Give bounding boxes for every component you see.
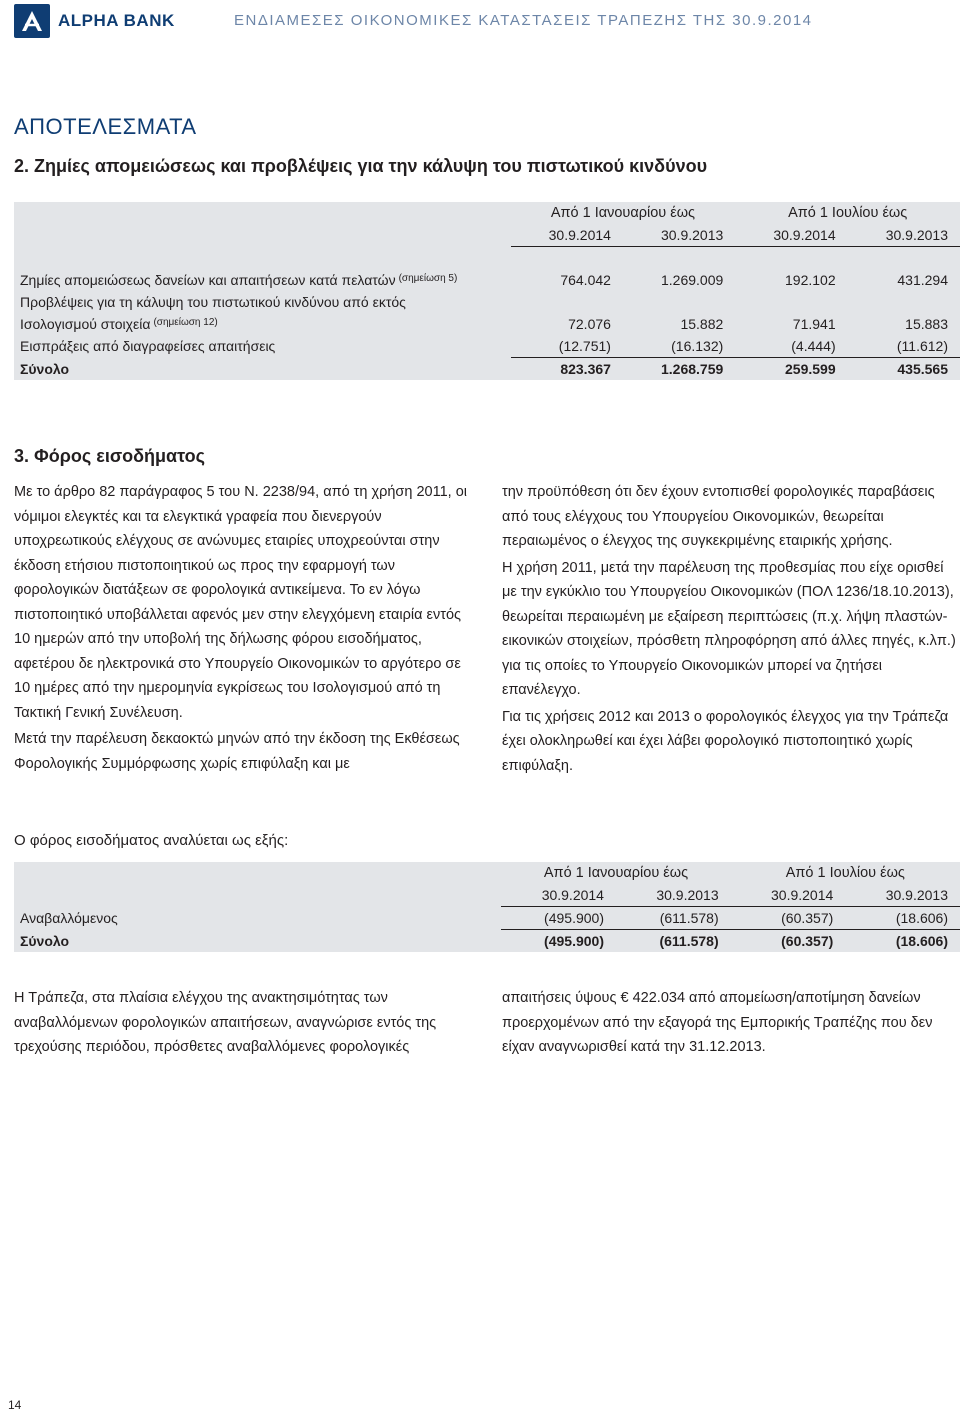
alpha-bank-logo-icon bbox=[14, 4, 50, 38]
analysis-intro: Ο φόρος εισοδήματος αναλύεται ως εξής: bbox=[14, 832, 289, 849]
impairment-table bbox=[14, 202, 960, 380]
note-reference: (σημείωση 5) bbox=[398, 273, 458, 284]
date-header: 30.9.2014 bbox=[501, 884, 616, 907]
date-header-row bbox=[14, 224, 960, 247]
paragraph: Η Τράπεζα, στα πλαίσια ελέγχου της ανακτησιμότητας των αναβαλλόμενων φορολογικών απαιτήσεων, αναγνώρισε εντός της τρεχούσης περιόδου, πρόσθετες αναβαλλόμενες φορολογικές απαιτήσεις ύψους € 422.034 από απομείωση/αποτίμηση δανείων προερχομένων από την εξαγορά της Εμπορικής Τραπέζης που δεν είχαν αναγνωρισθεί κατά την 31.12.2013. bbox=[14, 990, 933, 1055]
total-cell: 435.565 bbox=[897, 361, 948, 377]
table-cell: 15.883 bbox=[905, 316, 948, 332]
text-column-left bbox=[14, 480, 472, 780]
date-header: 30.9.2014 bbox=[735, 224, 847, 247]
paragraph: Μετά την παρέλευση δεκαοκτώ μηνών από την έκδοση της Εκθέσεως Φορολογικής Συμμόρφωσης χωρίς επιφύλαξη και με bbox=[14, 731, 460, 772]
period-header-jul: Από 1 Ιουλίου έως bbox=[785, 865, 905, 881]
date-header: 30.9.2013 bbox=[848, 224, 960, 247]
period-header-jul: Από 1 Ιουλίου έως bbox=[788, 205, 908, 221]
table-cell: (12.751) bbox=[511, 335, 623, 358]
impairment-heading: 2. Ζημίες απομειώσεως και προβλέψεις για την κάλυψη του πιστωτικού κινδύνου bbox=[14, 156, 708, 176]
note-reference: (σημείωση 12) bbox=[153, 317, 218, 328]
table-cell: (495.900) bbox=[501, 907, 616, 930]
tax-table bbox=[14, 862, 960, 952]
table-cell: (18.606) bbox=[845, 907, 960, 930]
table-row bbox=[14, 907, 960, 930]
total-cell: (611.578) bbox=[659, 933, 719, 949]
date-header-row bbox=[14, 884, 960, 907]
table-cell: 15.882 bbox=[680, 316, 724, 332]
paragraph: Η χρήση 2011, μετά την παρέλευση της προθεσμίας που είχε ορισθεί με την εγκύκλιο του Υπουργείου Οικονομικών (ΠΟΛ 1236/18.10.2013), θεωρείται περαιωμένη με εξαίρεση περιπτώσεις (π.χ. λήψη πλαστών-εικονικών στοιχείων, πρόσθετη πληροφόρηση από άλλες πηγές, κ.λπ.) για τις οποίες το Υπουργείο Οικονομικών μπορεί να ζητήσει επανέλεγχο. bbox=[502, 559, 956, 698]
paragraph: Με το άρθρο 82 παράγραφος 5 του Ν. 2238/94, από τη χρήση 2011, οι νόμιμοι ελεγκτές και τα ελεγκτικά γραφεία που διενεργούν υποχρεωτικούς ελέγχους σε ανώνυμες εταιρίες υποχρεούνται στην έκδοση ετήσιου πιστοποιητικού ως προς την εφαρμογή των φορολογικών διατάξεων σε φορολογικά αντικείμενα. Το εν λόγω πιστοποιητικό υποβάλλεται αφενός μεν στην ελεγχόμενη εταιρία εντός 10 ημερών από την υποβολή της δήλωσης φόρου εισοδήματος, αφετέρου δε ηλεκτρονικά στο Υπουργείο Οικονομικών το αργότερο σε 10 ημέρες από την ημερομηνία εγκρίσεως του Ισολογισμού από τη Τακτική Γενική Συνέλευση. bbox=[14, 484, 467, 721]
total-cell: 259.599 bbox=[785, 361, 836, 377]
period-header-row bbox=[14, 862, 960, 884]
document-title: ΕΝΔΙΑΜΕΣΕΣ ΟΙΚΟΝΟΜΙΚΕΣ ΚΑΤΑΣΤΑΣΕΙΣ ΤΡΑΠΕΖΗΣ ΤΗΣ 30.9.2014 bbox=[234, 12, 813, 29]
row-label: Προβλέψεις για τη κάλυψη του πιστωτικού κινδύνου από εκτός bbox=[20, 294, 406, 310]
page-header bbox=[14, 4, 960, 38]
total-cell: 1.268.759 bbox=[660, 361, 724, 377]
total-cell: (60.357) bbox=[781, 933, 834, 949]
tax-text-columns bbox=[14, 480, 960, 780]
date-header: 30.9.2014 bbox=[731, 884, 846, 907]
table-cell: (16.132) bbox=[623, 335, 735, 358]
date-header: 30.9.2013 bbox=[616, 884, 731, 907]
total-cell: 823.367 bbox=[560, 361, 611, 377]
bank-name: ALPHA BANK bbox=[58, 11, 175, 30]
table-cell: 764.042 bbox=[560, 272, 611, 288]
table-cell: 72.076 bbox=[568, 316, 611, 332]
text-column-right bbox=[502, 480, 960, 780]
table-cell: (4.444) bbox=[735, 335, 847, 358]
table-cell: 431.294 bbox=[897, 272, 948, 288]
total-row bbox=[14, 358, 960, 381]
table-row bbox=[14, 269, 960, 291]
section-title: ΑΠΟΤΕΛΕΣΜΑΤΑ bbox=[14, 114, 197, 139]
row-label-continued: Ισολογισμού στοιχεία bbox=[20, 316, 151, 332]
total-cell: (495.900) bbox=[544, 933, 604, 949]
table-cell: 192.102 bbox=[785, 272, 836, 288]
tax-heading: 3. Φόρος εισοδήματος bbox=[14, 446, 206, 466]
table-cell: (611.578) bbox=[616, 907, 731, 930]
bottom-text bbox=[14, 986, 960, 1060]
paragraph: την προϋπόθεση ότι δεν έχουν εντοπισθεί φορολογικές παραβάσεις από τους ελέγχους του Υπουργείου Οικονομικών, θεωρείται περαιωμένος ο έλεγχος της συγκεκριμένης εταιρικής χρήσης. bbox=[502, 484, 935, 549]
table-row bbox=[14, 291, 960, 313]
table-cell: 71.941 bbox=[792, 316, 836, 332]
total-row bbox=[14, 930, 960, 953]
period-header-jan: Από 1 Ιανουαρίου έως bbox=[543, 865, 689, 881]
table-cell: (11.612) bbox=[848, 335, 960, 358]
date-header: 30.9.2013 bbox=[845, 884, 960, 907]
paragraph: Για τις χρήσεις 2012 και 2013 ο φορολογικός έλεγχος για την Τράπεζα έχει ολοκληρωθεί και έχει λάβει φορολογικό πιστοποιητικό χωρίς επιφύλαξη. bbox=[502, 708, 949, 774]
period-header-jan: Από 1 Ιανουαρίου έως bbox=[550, 205, 696, 221]
row-label: Εισπράξεις από διαγραφείσες απαιτήσεις bbox=[20, 338, 276, 355]
total-label: Σύνολο bbox=[20, 932, 70, 949]
table-cell: (60.357) bbox=[731, 907, 846, 930]
total-cell: (18.606) bbox=[895, 933, 948, 949]
table-row bbox=[14, 313, 960, 335]
row-label: Αναβαλλόμενος bbox=[20, 910, 118, 926]
table-row bbox=[14, 335, 960, 358]
period-header-row bbox=[14, 202, 960, 224]
row-label: Ζημίες απομειώσεως δανείων και απαιτήσεων κατά πελατών bbox=[20, 272, 396, 288]
total-label: Σύνολο bbox=[20, 360, 70, 377]
page-number: 14 bbox=[8, 1398, 22, 1412]
date-header: 30.9.2014 bbox=[511, 224, 623, 247]
date-header: 30.9.2013 bbox=[623, 224, 735, 247]
table-cell: 1.269.009 bbox=[660, 272, 724, 288]
